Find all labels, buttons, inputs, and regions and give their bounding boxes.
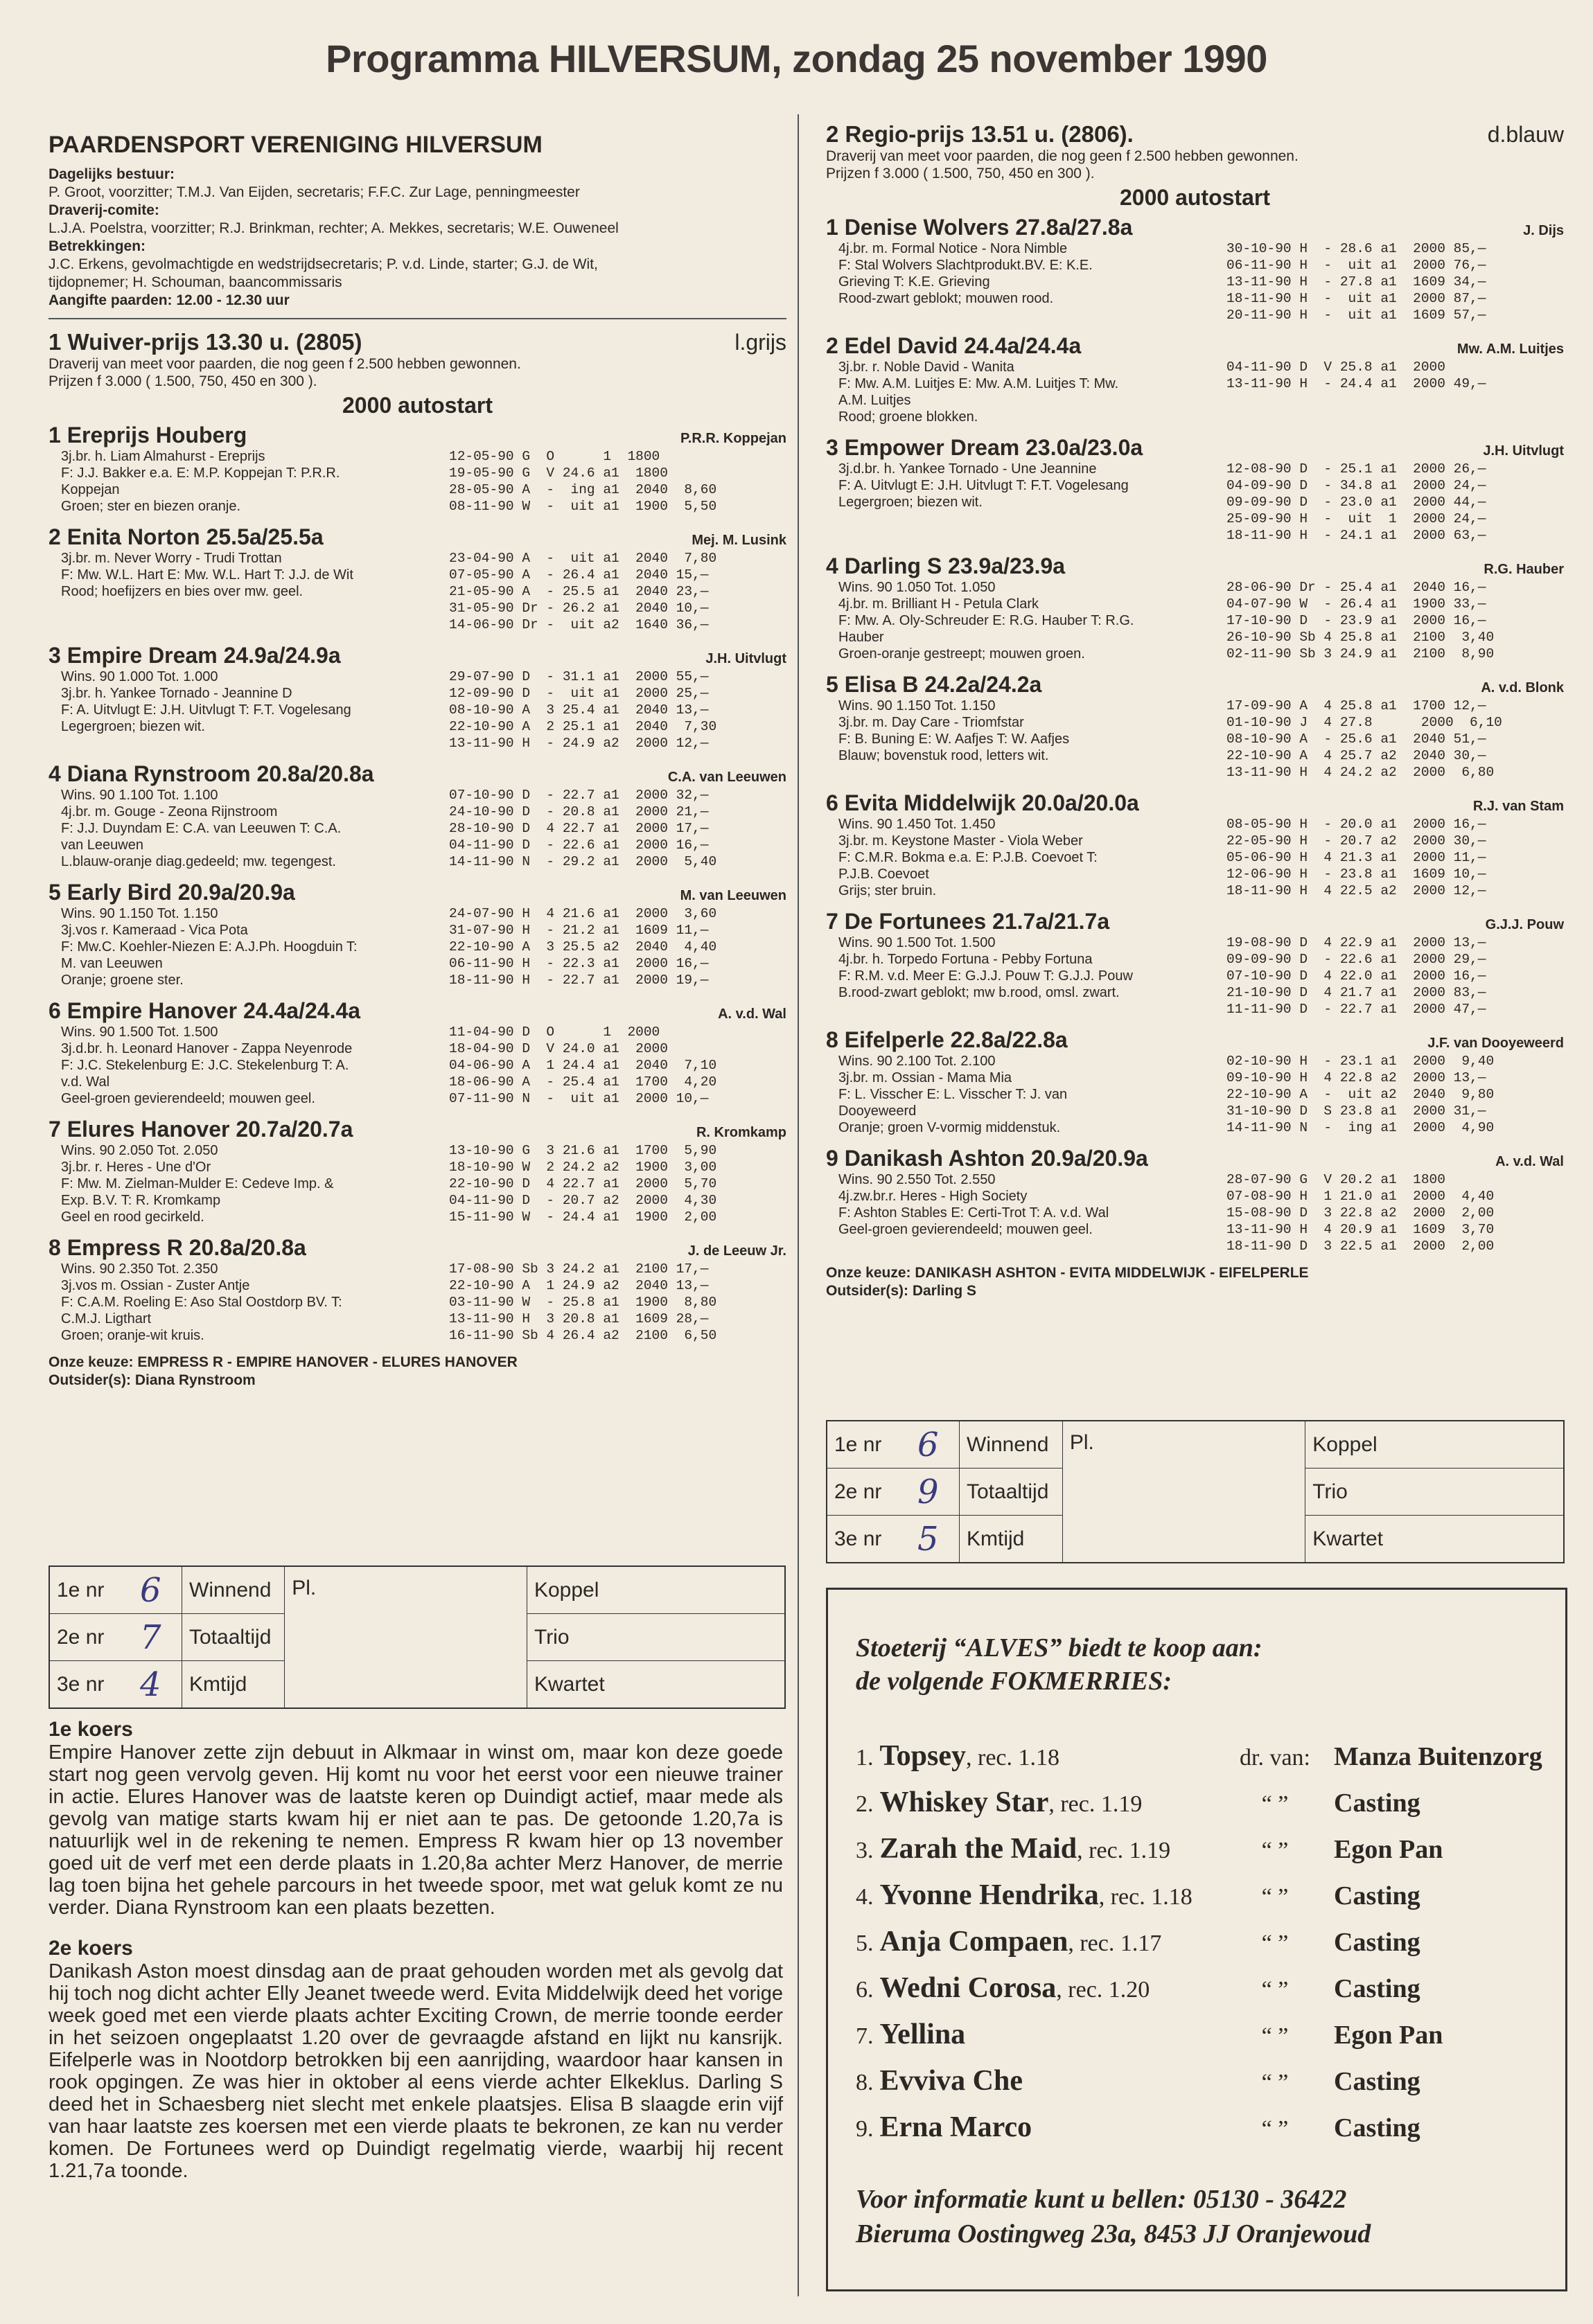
mare-number: 8. <box>856 2070 874 2095</box>
horse-trainer: Mw. A.M. Luitjes <box>1456 341 1564 357</box>
horse-name: 8 Eifelperle 22.8a/22.8a <box>826 1027 1068 1052</box>
mare-title: Whiskey Star <box>879 1786 1049 1818</box>
horse-entry <box>49 423 786 515</box>
horse-trainer: A. v.d. Blonk <box>1481 680 1564 695</box>
race-conditions: Draverij van meet voor paarden, die nog geen f 2.500 hebben gewonnen. Prijzen f 3.000 ( 1.500, 750, 450 en 300 ). <box>826 148 1299 181</box>
ad-mare-item <box>856 1832 1565 1879</box>
horse-name: 1 Denise Wolvers 27.8a/27.8a <box>826 215 1133 240</box>
slip-numbers <box>827 1421 1063 1562</box>
mare-number: 7. <box>856 2023 874 2049</box>
sire-name: Egon Pan <box>1334 2021 1443 2050</box>
horse-description: Wins. 90 1.100 Tot. 1.100 4j.br. m. Gouge - Zeona Rijnstroom F: J.J. Duyndam E: C.A. van Leeuwen T: C.A. van Leeuwen L.blauw-oranje diag.gedeeld; mw. tegengest. <box>61 788 342 869</box>
horse-header <box>826 435 1564 461</box>
horse-header <box>49 1235 786 1261</box>
horse-results: 29-07-90 D - 31.1 a1 2000 55,— 12-09-90 D - uit a1 2000 25,— 08-10-90 A 3 25.4 a1 2040 13,— 22-10-90 A 2 25.1 a1 2040 7,30 13-11-90 H - 24.9 a2 2000 12,— <box>449 669 717 751</box>
horse-trainer: J. de Leeuw Jr. <box>687 1243 786 1259</box>
ad-contact: Voor informatie kunt u bellen: 05130 - 36422 Bieruma Oostingweg 23a, 8453 JJ Oranjewoud <box>856 2185 1371 2248</box>
horse-description: Wins. 90 2.050 Tot. 2.050 3j.br. r. Heres - Une d'Or F: Mw. M. Zielman-Mulder E: Cedeve Imp. & Exp. B.V. T: R. Kromkamp Geel en rood gecirkeld. <box>61 1143 334 1225</box>
slip-nr-label: 2e nr <box>57 1625 105 1649</box>
divider <box>49 318 786 319</box>
horse-header <box>826 553 1564 579</box>
slip-bet-label: Totaaltijd <box>182 1614 284 1660</box>
ad-mare-item <box>856 2064 1565 2111</box>
mare-number: 5. <box>856 1931 874 1956</box>
race-header <box>826 121 1564 148</box>
horse-entry <box>826 333 1564 425</box>
horse-details <box>49 1261 786 1344</box>
horse-entry <box>826 1027 1564 1136</box>
horse-header <box>826 1027 1564 1053</box>
horse-entry <box>826 435 1564 544</box>
mare-name <box>856 1971 1216 2005</box>
horse-results: 24-07-90 H 4 21.6 a1 2000 3,60 31-07-90 H - 21.2 a1 1609 11,— 22-10-90 A 3 25.5 a2 2040 4,40 06-11-90 H - 22.3 a1 2000 16,— 18-11-90 H - 22.7 a1 2000 19,— <box>449 906 717 988</box>
ad-mare-item <box>856 1925 1565 1971</box>
slip-bet-label: Winnend <box>959 1421 1062 1468</box>
slip-row <box>50 1567 284 1614</box>
mare-record: , rec. 1.18 <box>966 1745 1060 1771</box>
horse-results: 17-09-90 A 4 25.8 a1 1700 12,— 01-10-90 J 4 27.8 2000 6,10 08-10-90 A - 25.6 a1 2040 51,— 22-10-90 A 4 25.7 a2 2040 30,— 13-11-90 H 4 24.2 a2 2000 6,80 <box>1226 698 1502 780</box>
horse-header <box>826 672 1564 698</box>
slip-combo-label: Kwartet <box>534 1672 605 1696</box>
horse-name: 5 Early Bird 20.9a/20.9a <box>49 880 295 905</box>
horse-description: Wins. 90 1.450 Tot. 1.450 3j.br. m. Keystone Master - Viola Weber F: C.M.R. Bokma e.a. E: P.J.B. Coevoet T: P.J.B. Coevoet Grijs; ster bruin. <box>838 817 1098 898</box>
betting-slip-race-1 <box>49 1565 786 1709</box>
ad-heading: Stoeterij “ALVES” biedt te koop aan: de volgende FOKMERRIES: <box>856 1633 1262 1696</box>
ad-mare-item <box>856 1971 1565 2018</box>
horse-description: 3j.d.br. h. Yankee Tornado - Une Jeannine F: A. Uitvlugt E: J.H. Uitvlugt T: F.T. Vogelesang Legergroen; biezen wit. <box>838 461 1129 510</box>
our-choice: Onze keuze: EMPRESS R - EMPIRE HANOVER - ELURES HANOVER <box>49 1354 518 1370</box>
horse-entry <box>826 909 1564 1018</box>
horse-details <box>826 240 1564 323</box>
club-info <box>49 166 786 310</box>
slip-row <box>827 1421 1062 1469</box>
horse-results: 12-08-90 D - 25.1 a1 2000 26,— 04-09-90 D - 34.8 a1 2000 24,— 09-09-90 D - 23.0 a1 2000 44,— 25-09-90 H - uit 1 2000 24,— 18-11-90 H - 24.1 a1 2000 63,— <box>1226 461 1486 543</box>
page-title: Programma HILVERSUM, zondag 25 november 1990 <box>326 37 1267 80</box>
sire-name: Egon Pan <box>1334 1835 1443 1864</box>
horse-details <box>49 905 786 988</box>
horse-name: 7 De Fortunees 21.7a/21.7a <box>826 909 1110 934</box>
mare-name <box>856 1739 1216 1773</box>
horse-trainer: A. v.d. Wal <box>718 1006 786 1022</box>
horse-description: Wins. 90 1.150 Tot. 1.150 3j.vos r. Kameraad - Vica Pota F: Mw.C. Koehler-Niezen E: A.J.Ph. Hoogduin T: M. van Leeuwen Oranje; groene ster. <box>61 906 358 988</box>
horse-results: 12-05-90 G O 1 1800 19-05-90 G V 24.6 a1 1800 28-05-90 A - ing a1 2040 8,60 08-11-90 W - uit a1 1900 5,50 <box>449 449 717 514</box>
column-divider <box>798 114 799 2296</box>
club-line: Betrekkingen: <box>49 238 146 254</box>
horse-header <box>826 790 1564 816</box>
sire-name: Manza Buitenzorg <box>1334 1742 1542 1771</box>
horse-entry <box>49 1235 786 1344</box>
slip-combo-label: Koppel <box>534 1578 599 1602</box>
horse-description: Wins. 90 1.500 Tot. 1.500 4j.br. h. Torpedo Fortuna - Pebby Fortuna F: R.M. v.d. Meer E: G.J.J. Pouw T: G.J.J. Pouw B.rood-zwart geblokt; mw b.rood, omsl. zwart. <box>838 935 1133 1000</box>
horse-header <box>49 524 786 550</box>
horse-entry <box>826 672 1564 781</box>
sire-label: “ ” <box>1261 1791 1289 1817</box>
horse-details <box>49 787 786 870</box>
horse-trainer: P.R.R. Koppejan <box>680 431 786 446</box>
handwritten-number: 4 <box>140 1665 161 1704</box>
sire-name: Casting <box>1334 1881 1420 1910</box>
slip-row <box>1305 1469 1563 1516</box>
horse-header <box>826 333 1564 359</box>
horse-header <box>826 215 1564 240</box>
race-start: 2000 autostart <box>342 393 493 418</box>
mare-number: 4. <box>856 1884 874 1910</box>
slip-row <box>1305 1421 1563 1469</box>
handwritten-number: 7 <box>140 1617 161 1657</box>
horse-details <box>826 698 1564 781</box>
mare-record: , rec. 1.18 <box>1098 1884 1192 1910</box>
slip-pl-label: Pl. <box>292 1577 317 1599</box>
mare-number: 9. <box>856 2116 874 2142</box>
horse-results: 28-07-90 G V 20.2 a1 1800 07-08-90 H 1 21.0 a1 2000 4,40 15-08-90 D 3 22.8 a2 2000 2,00 13-11-90 H 4 20.9 a1 1609 3,70 18-11-90 D 3 22.5 a1 2000 2,00 <box>1226 1172 1495 1254</box>
slip-combo-label: Kwartet <box>1312 1527 1383 1550</box>
slip-row <box>1305 1516 1563 1562</box>
horse-description: 3j.br. r. Noble David - Wanita F: Mw. A.M. Luitjes E: Mw. A.M. Luitjes T: Mw. A.M. Luitjes Rood; groene blokken. <box>838 360 1119 425</box>
horse-name: 4 Darling S 23.9a/23.9a <box>826 553 1066 578</box>
mare-title: Wedni Corosa <box>879 1972 1057 2004</box>
club-line: P. Groot, voorzitter; T.M.J. Van Eijden, secretaris; F.F.C. Zur Lage, penningmeester <box>49 184 580 200</box>
mare-name <box>856 1832 1216 1865</box>
horse-description: 3j.br. m. Never Worry - Trudi Trottan F: Mw. W.L. Hart E: Mw. W.L. Hart T: J.J. de Wit Rood; hoefijzers en bies over mw. geel. <box>61 551 353 599</box>
horse-trainer: R. Kromkamp <box>696 1125 786 1140</box>
horse-name: 1 Ereprijs Houberg <box>49 423 247 447</box>
horse-entry <box>826 790 1564 899</box>
slip-nr-label: 1e nr <box>57 1578 105 1602</box>
horse-trainer: J.F. van Dooyeweerd <box>1427 1036 1564 1051</box>
slip-row <box>527 1614 784 1661</box>
slip-bet-label: Kmtijd <box>959 1516 1062 1562</box>
horse-trainer: G.J.J. Pouw <box>1485 917 1564 932</box>
race-2 <box>826 121 1564 1300</box>
horse-description: 3j.br. h. Liam Almahurst - Ereprijs F: J.J. Bakker e.a. E: M.P. Koppejan T: P.R.R. Koppejan Groen; ster en biezen oranje. <box>61 449 340 514</box>
horse-description: Wins. 90 1.150 Tot. 1.150 3j.br. m. Day Care - Triomfstar F: B. Buning E: W. Aafjes T: W. Aafjes Blauw; bovenstuk rood, letters wit. <box>838 698 1070 763</box>
horse-entry <box>826 1146 1564 1254</box>
handwritten-number: 5 <box>917 1519 939 1559</box>
mare-name <box>856 1786 1216 1819</box>
race-header <box>49 329 786 355</box>
horse-details <box>826 359 1564 425</box>
mare-title: Yvonne Hendrika <box>879 1879 1099 1911</box>
horse-name: 2 Enita Norton 25.5a/25.5a <box>49 524 324 549</box>
mare-number: 1. <box>856 1745 874 1771</box>
horse-results: 17-08-90 Sb 3 24.2 a1 2100 17,— 22-10-90 A 1 24.9 a2 2040 13,— 03-11-90 W - 25.8 a1 1900 8,80 13-11-90 H 3 20.8 a1 1609 28,— 16-11-90 Sb 4 26.4 a2 2100 6,50 <box>449 1261 717 1343</box>
horse-name: 3 Empower Dream 23.0a/23.0a <box>826 435 1143 460</box>
slip-row <box>827 1516 1062 1562</box>
mare-title: Topsey <box>879 1740 967 1772</box>
horse-name: 5 Elisa B 24.2a/24.2a <box>826 672 1042 697</box>
horse-results: 23-04-90 A - uit a1 2040 7,80 07-05-90 A - 26.4 a1 2040 15,— 21-05-90 A - 25.5 a1 2040 23,— 31-05-90 Dr - 26.2 a1 2040 10,— 14-06-90 Dr - uit a2 1640 36,— <box>449 551 717 632</box>
sire-label: “ ” <box>1261 1931 1289 1956</box>
mare-title: Zarah the Maid <box>879 1833 1077 1865</box>
mare-number: 2. <box>856 1791 874 1817</box>
slip-bet-label: Totaaltijd <box>959 1469 1062 1515</box>
sire-label: “ ” <box>1261 1884 1289 1910</box>
horse-trainer: Mej. M. Lusink <box>692 533 786 548</box>
horse-name: 2 Edel David 24.4a/24.4a <box>826 333 1082 358</box>
horse-details <box>826 1053 1564 1136</box>
horse-details <box>49 668 786 752</box>
horse-details <box>49 1024 786 1107</box>
mare-record: , rec. 1.17 <box>1068 1931 1162 1956</box>
sire-name: Casting <box>1334 2067 1420 2096</box>
horse-name: 4 Diana Rynstroom 20.8a/20.8a <box>49 761 374 786</box>
horse-results: 11-04-90 D O 1 2000 18-04-90 D V 24.0 a1 2000 04-06-90 A 1 24.4 a1 2040 7,10 18-06-90 A - 25.4 a1 1700 4,20 07-11-90 N - uit a1 2000 10,— <box>449 1024 717 1106</box>
comment-heading: 2e koers <box>49 1937 133 1960</box>
slip-nr-label: 1e nr <box>834 1432 882 1456</box>
horse-details <box>826 579 1564 662</box>
horse-results: 13-10-90 G 3 21.6 a1 1700 5,90 18-10-90 W 2 24.2 a2 1900 3,00 22-10-90 D 4 22.7 a1 2000 5,70 04-11-90 D - 20.7 a2 2000 4,30 15-11-90 W - 24.4 a1 1900 2,00 <box>449 1143 717 1225</box>
horse-details <box>826 1171 1564 1254</box>
our-choice: Onze keuze: DANIKASH ASHTON - EVITA MIDDELWIJK - EIFELPERLE <box>826 1265 1309 1281</box>
horse-header <box>49 423 786 448</box>
horse-header <box>826 909 1564 934</box>
club-name: PAARDENSPORT VERENIGING HILVERSUM <box>49 132 543 158</box>
horse-trainer: C.A. van Leeuwen <box>667 770 786 785</box>
horse-trainer: A. v.d. Wal <box>1495 1154 1564 1169</box>
horse-header <box>826 1146 1564 1171</box>
mare-name <box>856 1879 1216 1912</box>
sire-name: Casting <box>1334 1928 1420 1957</box>
sire-label: “ ” <box>1261 2070 1289 2095</box>
club-line: tijdopnemer; H. Schouman, baancommissaris <box>49 274 342 290</box>
horse-results: 04-11-90 D V 25.8 a1 2000 13-11-90 H - 24.4 a1 2000 49,— <box>1226 360 1486 391</box>
commentary <box>49 1718 783 2182</box>
club-line: Dagelijks bestuur: <box>49 166 175 182</box>
horse-name: 8 Empress R 20.8a/20.8a <box>49 1235 306 1260</box>
mare-record: , rec. 1.19 <box>1077 1838 1171 1863</box>
advertisement <box>826 1588 1567 2291</box>
horse-header <box>49 1117 786 1142</box>
slip-nr-label: 3e nr <box>834 1527 882 1550</box>
horse-name: 6 Evita Middelwijk 20.0a/20.0a <box>826 790 1139 815</box>
slip-combo-label: Trio <box>534 1625 570 1649</box>
horse-header <box>49 643 786 668</box>
horse-name: 7 Elures Hanover 20.7a/20.7a <box>49 1117 353 1142</box>
mare-number: 3. <box>856 1838 874 1863</box>
slip-row <box>50 1661 284 1707</box>
horse-name: 3 Empire Dream 24.9a/24.9a <box>49 643 341 668</box>
mare-name <box>856 2018 1216 2051</box>
horse-trainer: J.H. Uitvlugt <box>705 651 786 666</box>
horse-description: Wins. 90 2.550 Tot. 2.550 4j.zw.br.r. Heres - High Society F: Ashton Stables E: Certi-Trot T: A. v.d. Wal Geel-groen gevierendeeld; mouwen geel. <box>838 1172 1109 1237</box>
horse-header <box>49 880 786 905</box>
horse-description: Wins. 90 1.500 Tot. 1.500 3j.d.br. h. Leonard Hanover - Zappa Neyenrode F: J.C. Stekelenburg E: J.C. Stekelenburg T: A. v.d. Wal Geel-groen gevierendeeld; mouwen geel. <box>61 1024 353 1106</box>
mare-name <box>856 2111 1216 2144</box>
horse-entry <box>49 524 786 633</box>
horse-entry <box>826 553 1564 662</box>
horse-name: 6 Empire Hanover 24.4a/24.4a <box>49 998 361 1023</box>
handwritten-number: 6 <box>140 1570 161 1610</box>
horse-results: 19-08-90 D 4 22.9 a1 2000 13,— 09-09-90 D - 22.6 a1 2000 29,— 07-10-90 D 4 22.0 a1 2000 16,— 21-10-90 D 4 21.7 a1 2000 83,— 11-11-90 D - 22.7 a1 2000 47,— <box>1226 935 1486 1017</box>
horse-entry <box>49 998 786 1107</box>
ad-mare-item <box>856 1739 1565 1786</box>
sire-label: “ ” <box>1261 2116 1289 2142</box>
left-column <box>49 111 786 1390</box>
mare-title: Evviva Che <box>879 2065 1023 2097</box>
slip-bet-label: Winnend <box>182 1567 284 1613</box>
horse-entry <box>49 761 786 870</box>
sire-label: “ ” <box>1261 2023 1289 2049</box>
slip-place <box>285 1567 527 1707</box>
sire-label: “ ” <box>1261 1838 1289 1863</box>
horse-description: Wins. 90 2.100 Tot. 2.100 3j.br. m. Ossian - Mama Mia F: L. Visscher E: L. Visscher T: J. van Dooyeweerd Oranje; groen V-vormig middenstuk. <box>838 1054 1068 1135</box>
horse-header <box>49 998 786 1024</box>
ad-mare-item <box>856 2018 1565 2064</box>
horse-header <box>49 761 786 787</box>
horse-results: 30-10-90 H - 28.6 a1 2000 85,— 06-11-90 H - uit a1 2000 76,— 13-11-90 H - 27.8 a1 1609 34,— 18-11-90 H - uit a1 2000 87,— 20-11-90 H - uit a1 1609 57,— <box>1226 241 1486 323</box>
betting-slip-race-2 <box>826 1420 1565 1563</box>
horse-entry <box>49 1117 786 1225</box>
slip-pl-label: Pl. <box>1069 1431 1094 1454</box>
slip-place <box>1063 1421 1305 1562</box>
mare-title: Yellina <box>879 2019 966 2050</box>
mare-number: 6. <box>856 1977 874 2003</box>
club-line: L.J.A. Poelstra, voorzitter; R.J. Brinkman, rechter; A. Mekkes, secretaris; W.E. Ouweneel <box>49 220 619 236</box>
horse-entry <box>49 643 786 752</box>
horse-trainer: J. Dijs <box>1523 223 1564 238</box>
outsiders: Outsider(s): Diana Rynstroom <box>49 1372 256 1388</box>
horse-trainer: R.J. van Stam <box>1472 799 1564 814</box>
horse-details <box>826 816 1564 899</box>
sire-name: Casting <box>1334 1789 1420 1818</box>
club-line: J.C. Erkens, gevolmachtigde en wedstrijdsecretaris; P. v.d. Linde, starter; G.J. de Wit, <box>49 256 598 272</box>
race-title: 2 Regio-prijs 13.51 u. (2806). <box>826 121 1134 147</box>
handwritten-number: 6 <box>917 1425 939 1464</box>
mare-name <box>856 1925 1216 1958</box>
horse-description: 4j.br. m. Formal Notice - Nora Nimble F: Stal Wolvers Slachtprodukt.BV. E: K.E. Grieving T: K.E. Grieving Rood-zwart geblokt; mouwen rood. <box>838 241 1093 306</box>
horse-results: 28-06-90 Dr - 25.4 a1 2040 16,— 04-07-90 W - 26.4 a1 1900 33,— 17-10-90 D - 23.9 a1 2000 16,— 26-10-90 Sb 4 25.8 a1 2100 3,40 02-11-90 Sb 3 24.9 a1 2100 8,90 <box>1226 580 1495 662</box>
sire-label: dr. van: <box>1240 1745 1310 1771</box>
sire-label: “ ” <box>1261 1977 1289 2003</box>
right-column <box>826 121 1564 1300</box>
horse-details <box>49 448 786 515</box>
slip-row <box>527 1567 784 1614</box>
horse-trainer: J.H. Uitvlugt <box>1483 443 1564 459</box>
horse-name: 9 Danikash Ashton 20.9a/20.9a <box>826 1146 1148 1171</box>
outsiders: Outsider(s): Darling S <box>826 1283 977 1299</box>
slip-row <box>527 1661 784 1707</box>
sire-name: Casting <box>1334 2113 1420 2143</box>
ad-list <box>856 1739 1565 2157</box>
race-start: 2000 autostart <box>1120 185 1270 210</box>
ad-mare-item <box>856 2111 1565 2157</box>
sire-name: Casting <box>1334 1974 1420 2003</box>
horse-details <box>826 461 1564 544</box>
mare-name <box>856 2064 1216 2097</box>
slip-combos <box>527 1567 784 1707</box>
race-color: d.blauw <box>1487 122 1564 147</box>
mare-record: , rec. 1.20 <box>1056 1977 1150 2003</box>
horse-trainer: M. van Leeuwen <box>680 888 786 903</box>
mare-record: , rec. 1.19 <box>1048 1791 1143 1817</box>
ad-mare-item <box>856 1879 1565 1925</box>
horse-details <box>49 1142 786 1225</box>
race-title: 1 Wuiver-prijs 13.30 u. (2805) <box>49 329 362 355</box>
slip-combo-label: Koppel <box>1312 1432 1378 1456</box>
horse-entry <box>826 215 1564 323</box>
club-line: Draverij-comite: <box>49 202 159 218</box>
comment-text: Empire Hanover zette zijn debuut in Alkmaar in winst om, maar kon deze goede start nog geen vervolg geven. Hij komt nu voor het eerst voor een nieuwe trainer in actie. Elures Hanover was de laatste keren op Duindigt actief, maar mede als gevolg van matige starts kwam hij er niet aan te pas. De getoonde 1.20,7a is natuurlijk wel in de rekening te nemen. Empress R kwam hier op 13 november goed uit de verf met een derde plaats in 1.20,8a achter Merz Hanover, de merrie lag toen bijna het gehele parcours in het tweede spoor, met wat geluk komt ze nu verder. Diana Rynstroom kan een plaats bezetten. <box>49 1741 783 1919</box>
race-1 <box>49 329 786 1390</box>
slip-bet-label: Kmtijd <box>182 1661 284 1707</box>
slip-row <box>827 1469 1062 1516</box>
slip-combo-label: Trio <box>1312 1480 1348 1503</box>
race-color: l.grijs <box>734 330 786 355</box>
horse-results: 07-10-90 D - 22.7 a1 2000 32,— 24-10-90 D - 20.8 a1 2000 21,— 28-10-90 D 4 22.7 a1 2000 17,— 04-11-90 D - 22.6 a1 2000 16,— 14-11-90 N - 29.2 a1 2000 5,40 <box>449 788 717 869</box>
handwritten-number: 9 <box>917 1472 939 1511</box>
club-line: Aangifte paarden: 12.00 - 12.30 uur <box>49 292 290 308</box>
slip-combos <box>1305 1421 1563 1562</box>
horse-trainer: R.G. Hauber <box>1484 562 1564 577</box>
comment-heading: 1e koers <box>49 1718 133 1741</box>
mare-title: Erna Marco <box>879 2111 1032 2143</box>
horse-description: Wins. 90 1.000 Tot. 1.000 3j.br. h. Yankee Tornado - Jeannine D F: A. Uitvlugt E: J.H. Uitvlugt T: F.T. Vogelesang Legergroen; biezen wit. <box>61 669 351 734</box>
slip-row <box>50 1614 284 1661</box>
slip-numbers <box>50 1567 285 1707</box>
horse-entry <box>49 880 786 988</box>
horse-description: Wins. 90 1.050 Tot. 1.050 4j.br. m. Brilliant H - Petula Clark F: Mw. A. Oly-Schreuder E: R.G. Hauber T: R.G. Hauber Groen-oranje gestreept; mouwen groen. <box>838 580 1134 662</box>
horse-results: 02-10-90 H - 23.1 a1 2000 9,40 09-10-90 H 4 22.8 a2 2000 13,— 22-10-90 A - uit a2 2040 9,80 31-10-90 D S 23.8 a1 2000 31,— 14-11-90 N - ing a1 2000 4,90 <box>1226 1054 1495 1135</box>
race-conditions: Draverij van meet voor paarden, die nog geen f 2.500 hebben gewonnen. Prijzen f 3.000 ( 1.500, 750, 450 en 300 ). <box>49 356 521 389</box>
horse-results: 08-05-90 H - 20.0 a1 2000 16,— 22-05-90 H - 20.7 a2 2000 30,— 05-06-90 H 4 21.3 a1 2000 11,— 12-06-90 H - 23.8 a1 1609 10,— 18-11-90 H 4 22.5 a2 2000 12,— <box>1226 817 1486 898</box>
comment-text: Danikash Aston moest dinsdag aan de praat gehouden worden met als gevolg dat hij toch nog dicht achter Elly Jeanet tweede werd. Evita Middelwijk deed het vorige week goed met een vierde plaats achter Exciting Crown, de merrie toonde eerder in het seizoen ongeplaatst 1.20 over de gevraagde afstand en lijkt nu kansrijk. Eifelperle was in Nootdorp betrokken bij een aanrijding, waardoor haar kansen in rook opgingen. Ze was hier in oktober al eens vierde achter Elkeklus. Darling S deed het in Schaesberg niet slecht met enkele plaatsjes. Elisa B slaagde erin vijf van haar laatste zes koersen met een vierde plaats te bekronen, ze kan nu verder komen. De Fortunees werd op Duindigt regelmatig vierde, waarbij hij recent 1.21,7a toonde. <box>49 1960 783 2182</box>
mare-title: Anja Compaen <box>879 1926 1068 1958</box>
horse-details <box>49 550 786 633</box>
horse-description: Wins. 90 2.350 Tot. 2.350 3j.vos m. Ossian - Zuster Antje F: C.A.M. Roeling E: Aso Stal Oostdorp BV. T: C.M.J. Ligthart Groen; oranje-wit kruis. <box>61 1261 342 1343</box>
slip-nr-label: 3e nr <box>57 1672 105 1696</box>
ad-mare-item <box>856 1786 1565 1832</box>
horse-details <box>826 934 1564 1018</box>
slip-nr-label: 2e nr <box>834 1480 882 1503</box>
